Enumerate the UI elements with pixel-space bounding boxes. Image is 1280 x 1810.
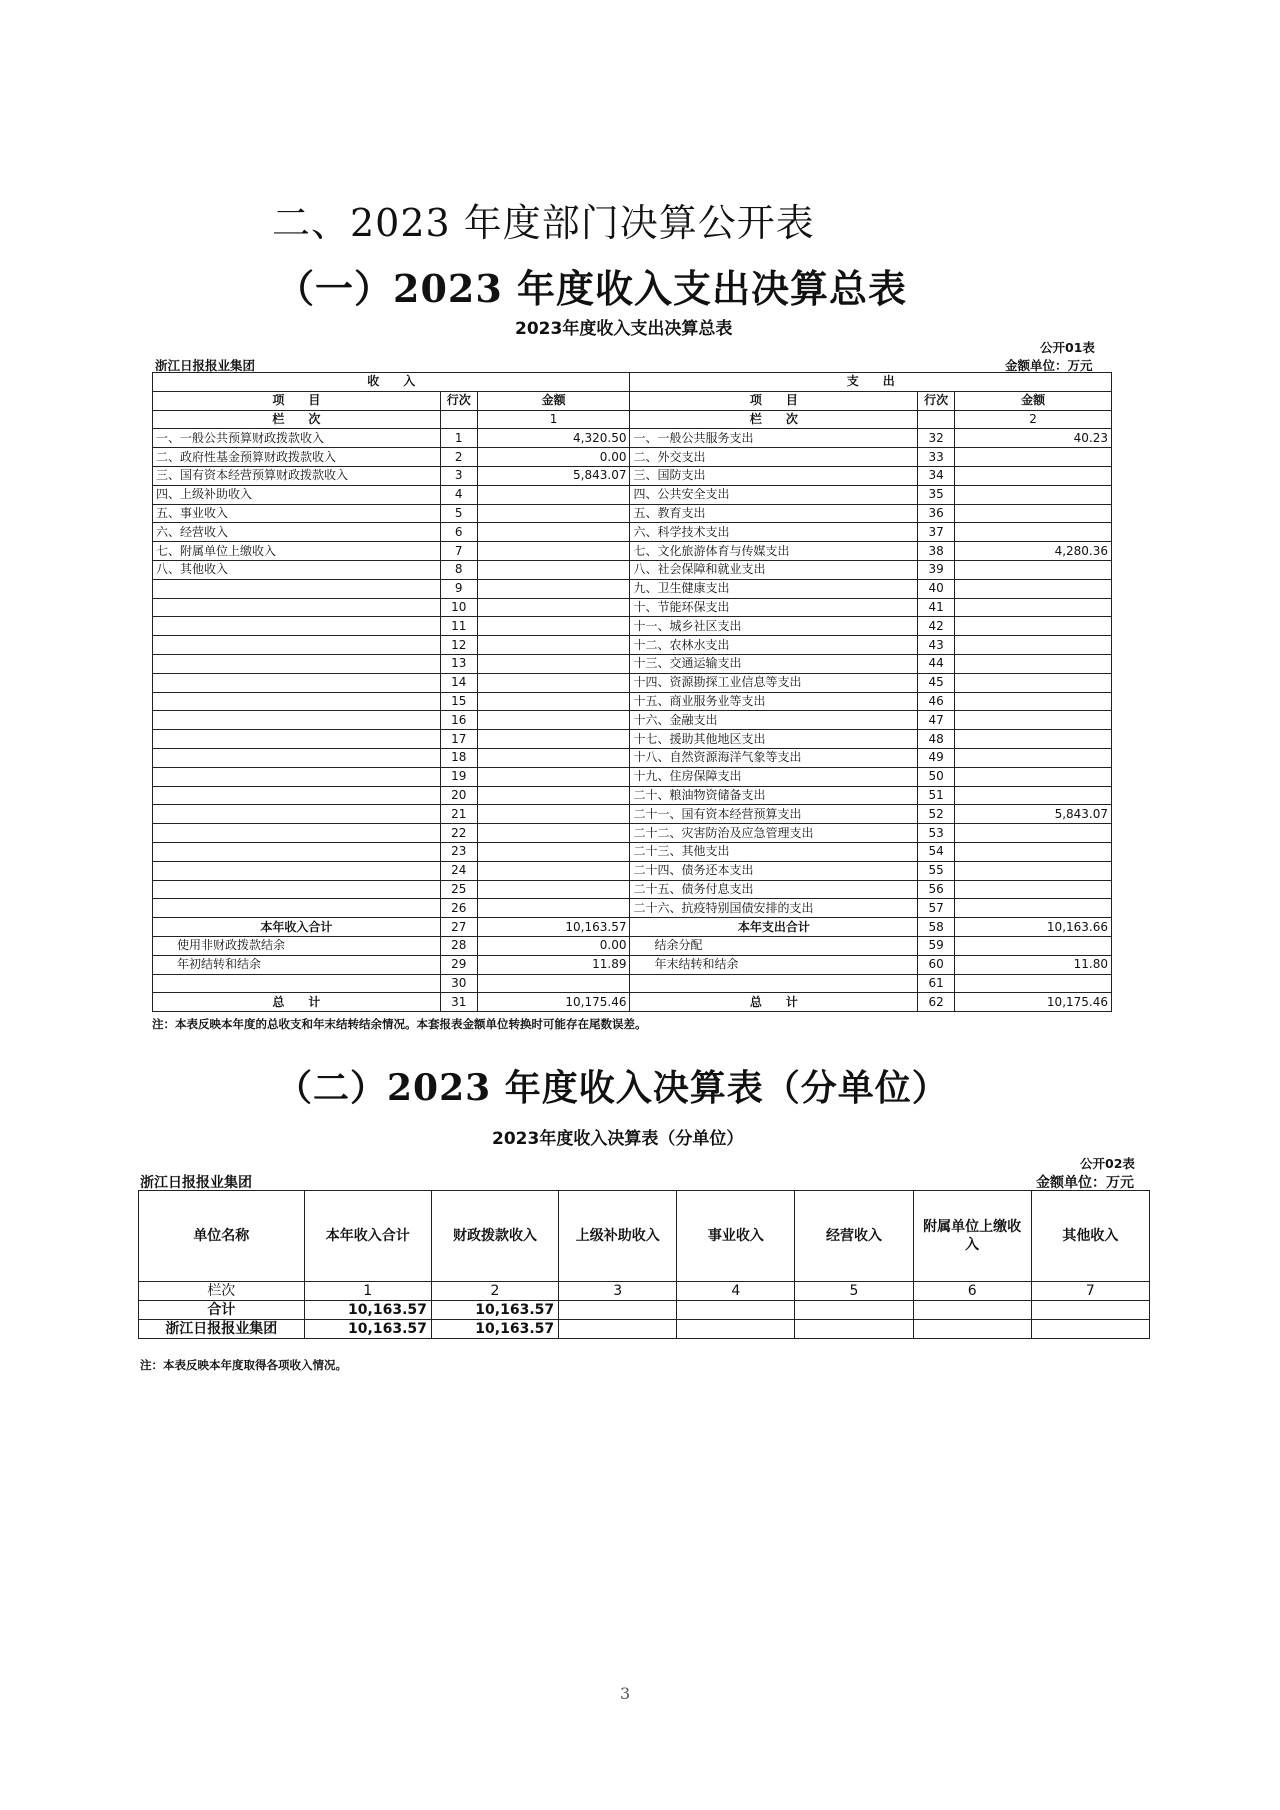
income-row-no: 16 — [440, 711, 477, 730]
expense-item: 二十、粮油物资储备支出 — [630, 786, 918, 805]
expense-amount — [955, 861, 1112, 880]
income-row-no: 21 — [440, 805, 477, 824]
amount-cell: 10,163.57 — [431, 1301, 558, 1320]
expense-item: 二十五、债务付息支出 — [630, 880, 918, 899]
income-amount — [477, 711, 630, 730]
expense-row-no: 34 — [918, 466, 955, 485]
income-row-no: 2 — [440, 448, 477, 467]
amount-cell — [677, 1320, 795, 1339]
column-number: 5 — [795, 1282, 913, 1301]
income-amount — [477, 730, 630, 749]
table-row — [153, 523, 1112, 542]
expense-amount: 5,843.07 — [955, 805, 1112, 824]
income-item: 八、其他收入 — [153, 560, 441, 579]
expense-item: 二十六、抗疫特别国债安排的支出 — [630, 899, 918, 918]
income-amount — [477, 485, 630, 504]
income-row-no: 10 — [440, 598, 477, 617]
income-row-no: 28 — [440, 936, 477, 955]
income-item — [153, 673, 441, 692]
expense-amount — [955, 936, 1112, 955]
income-amount — [477, 598, 630, 617]
income-amount — [477, 974, 630, 993]
expense-item: 十九、住房保障支出 — [630, 767, 918, 786]
income-amount — [477, 654, 630, 673]
expense-col-number: 2 — [955, 410, 1112, 429]
table2-title: 2023年度收入决算表（分单位） — [492, 1129, 744, 1149]
income-item — [153, 579, 441, 598]
expense-row-no: 32 — [918, 429, 955, 448]
expense-amount — [955, 448, 1112, 467]
expense-amount — [955, 824, 1112, 843]
income-item: 六、经营收入 — [153, 523, 441, 542]
table2-unit: 金额单位：万元 — [1036, 1175, 1134, 1191]
income-amount: 11.89 — [477, 955, 630, 974]
expense-item: 三、国防支出 — [630, 466, 918, 485]
income-row-no: 9 — [440, 579, 477, 598]
income-amount — [477, 842, 630, 861]
income-row-no: 15 — [440, 692, 477, 711]
income-row-no: 25 — [440, 880, 477, 899]
expense-row-no: 43 — [918, 636, 955, 655]
income-amount — [477, 636, 630, 655]
income-amount — [477, 579, 630, 598]
income-item: 三、国有资本经营预算财政拨款收入 — [153, 466, 441, 485]
expense-amount — [955, 504, 1112, 523]
income-item — [153, 842, 441, 861]
expense-row-no: 44 — [918, 654, 955, 673]
expense-item: 五、教育支出 — [630, 504, 918, 523]
expense-item: 总 计 — [630, 993, 918, 1012]
income-amount — [477, 617, 630, 636]
expense-item-label: 项 目 — [630, 391, 918, 410]
column-number: 4 — [677, 1282, 795, 1301]
expense-row-no: 52 — [918, 805, 955, 824]
table-row — [153, 880, 1112, 899]
income-row-no: 1 — [440, 429, 477, 448]
expense-amount — [955, 560, 1112, 579]
table-row — [153, 730, 1112, 749]
expense-item: 十二、农林水支出 — [630, 636, 918, 655]
income-row-no: 26 — [440, 899, 477, 918]
income-row-no: 23 — [440, 842, 477, 861]
table1-note: 注：本表反映本年度的总收支和年末结转结余情况。本套报表金额单位转换时可能存在尾数误差。 — [152, 1017, 647, 1031]
table-row — [139, 1320, 1150, 1339]
expense-row-no: 62 — [918, 993, 955, 1012]
income-item: 使用非财政拨款结余 — [153, 936, 441, 955]
table-row — [153, 993, 1112, 1012]
expense-amount — [955, 692, 1112, 711]
expense-item: 本年支出合计 — [630, 918, 918, 937]
expense-amount — [955, 466, 1112, 485]
column-number-row — [139, 1282, 1150, 1301]
amount-cell: 10,163.57 — [431, 1320, 558, 1339]
expense-row-no: 49 — [918, 748, 955, 767]
expense-amount-label: 金额 — [955, 391, 1112, 410]
expense-amount: 11.80 — [955, 955, 1112, 974]
amount-cell — [913, 1320, 1031, 1339]
income-item: 二、政府性基金预算财政拨款收入 — [153, 448, 441, 467]
expense-row-no: 45 — [918, 673, 955, 692]
table2-heading: （二）2023 年度收入决算表（分单位） — [276, 1067, 949, 1109]
table-row — [153, 654, 1112, 673]
expense-item — [630, 974, 918, 993]
column-number: 6 — [913, 1282, 1031, 1301]
income-header: 收 入 — [153, 373, 630, 392]
table-row — [153, 542, 1112, 561]
expense-item: 四、公共安全支出 — [630, 485, 918, 504]
expense-row-no: 35 — [918, 485, 955, 504]
expense-item: 八、社会保障和就业支出 — [630, 560, 918, 579]
table-row — [153, 767, 1112, 786]
expense-row-no: 42 — [918, 617, 955, 636]
table-row — [153, 673, 1112, 692]
column-header: 单位名称 — [139, 1191, 305, 1282]
income-row-no: 22 — [440, 824, 477, 843]
expense-item: 十八、自然资源海洋气象等支出 — [630, 748, 918, 767]
table-row — [153, 824, 1112, 843]
income-row-no: 27 — [440, 918, 477, 937]
income-item — [153, 899, 441, 918]
column-header: 经营收入 — [795, 1191, 913, 1282]
amount-cell: 10,163.57 — [304, 1301, 431, 1320]
amount-cell — [795, 1301, 913, 1320]
expense-amount — [955, 579, 1112, 598]
income-item — [153, 692, 441, 711]
expense-item: 十、节能环保支出 — [630, 598, 918, 617]
expense-row-no: 58 — [918, 918, 955, 937]
income-row-no: 19 — [440, 767, 477, 786]
expense-item: 七、文化旅游体育与传媒支出 — [630, 542, 918, 561]
income-row-no: 18 — [440, 748, 477, 767]
income-row-no: 5 — [440, 504, 477, 523]
income-item — [153, 974, 441, 993]
expense-item: 二十一、国有资本经营预算支出 — [630, 805, 918, 824]
income-item: 本年收入合计 — [153, 918, 441, 937]
income-amount — [477, 504, 630, 523]
expense-row-no: 48 — [918, 730, 955, 749]
expense-row-no: 59 — [918, 936, 955, 955]
income-col-label: 栏 次 — [153, 410, 441, 429]
income-item — [153, 711, 441, 730]
expense-item: 十四、资源勘探工业信息等支出 — [630, 673, 918, 692]
expense-amount — [955, 880, 1112, 899]
income-row-no: 29 — [440, 955, 477, 974]
expense-row-no: 57 — [918, 899, 955, 918]
income-amount: 10,175.46 — [477, 993, 630, 1012]
income-amount-label: 金额 — [477, 391, 630, 410]
expense-amount — [955, 636, 1112, 655]
column-header: 附属单位上缴收入 — [913, 1191, 1031, 1282]
amount-cell — [1031, 1320, 1149, 1339]
income-amount — [477, 786, 630, 805]
table-row — [153, 448, 1112, 467]
expense-row-label: 行次 — [918, 391, 955, 410]
table-row — [153, 429, 1112, 448]
table1-org: 浙江日报报业集团 — [155, 358, 256, 373]
unit-name-cell: 合计 — [139, 1301, 305, 1320]
income-item — [153, 880, 441, 899]
expense-header: 支 出 — [630, 373, 1112, 392]
income-amount — [477, 899, 630, 918]
expense-row-no: 50 — [918, 767, 955, 786]
expense-row-no: 54 — [918, 842, 955, 861]
income-row-no: 4 — [440, 485, 477, 504]
income-item — [153, 730, 441, 749]
table-row — [153, 936, 1112, 955]
expense-amount — [955, 523, 1112, 542]
expense-amount — [955, 974, 1112, 993]
expense-item: 十六、金融支出 — [630, 711, 918, 730]
income-item — [153, 748, 441, 767]
table-row — [153, 560, 1112, 579]
amount-cell — [913, 1301, 1031, 1320]
income-amount: 5,843.07 — [477, 466, 630, 485]
amount-cell: 10,163.57 — [304, 1320, 431, 1339]
income-amount: 4,320.50 — [477, 429, 630, 448]
income-amount — [477, 861, 630, 880]
income-row-no: 30 — [440, 974, 477, 993]
table-row — [153, 579, 1112, 598]
expense-item: 九、卫生健康支出 — [630, 579, 918, 598]
income-item — [153, 824, 441, 843]
income-amount — [477, 523, 630, 542]
expense-item: 二十四、债务还本支出 — [630, 861, 918, 880]
income-item — [153, 636, 441, 655]
income-item — [153, 861, 441, 880]
expense-amount — [955, 748, 1112, 767]
income-item: 一、一般公共预算财政拨款收入 — [153, 429, 441, 448]
income-amount: 0.00 — [477, 936, 630, 955]
expense-amount: 10,175.46 — [955, 993, 1112, 1012]
table-row — [153, 466, 1112, 485]
table-row — [153, 899, 1112, 918]
income-row-no: 31 — [440, 993, 477, 1012]
table-row — [153, 748, 1112, 767]
income-amount: 10,163.57 — [477, 918, 630, 937]
expense-row-no: 39 — [918, 560, 955, 579]
expense-amount: 40.23 — [955, 429, 1112, 448]
income-by-unit-table — [138, 1190, 1150, 1339]
column-header: 上级补助收入 — [559, 1191, 677, 1282]
expense-item: 十一、城乡社区支出 — [630, 617, 918, 636]
table2-code: 公开02表 — [1080, 1156, 1135, 1171]
page-number: 3 — [620, 1684, 631, 1703]
expense-amount — [955, 673, 1112, 692]
expense-amount: 4,280.36 — [955, 542, 1112, 561]
expense-row-no: 60 — [918, 955, 955, 974]
column-header: 本年收入合计 — [304, 1191, 431, 1282]
table-row — [139, 1301, 1150, 1320]
amount-cell — [795, 1320, 913, 1339]
income-amount — [477, 805, 630, 824]
expense-row-no: 51 — [918, 786, 955, 805]
section-title: 二、2023 年度部门决算公开表 — [272, 201, 815, 245]
table1-unit: 金额单位：万元 — [1005, 358, 1093, 373]
table1-heading: （一）2023 年度收入支出决算总表 — [276, 266, 907, 311]
expense-row-no: 41 — [918, 598, 955, 617]
expense-row-no: 47 — [918, 711, 955, 730]
expense-row-no: 46 — [918, 692, 955, 711]
income-row-no: 17 — [440, 730, 477, 749]
table-row — [153, 598, 1112, 617]
table-row — [153, 805, 1112, 824]
income-row-no: 13 — [440, 654, 477, 673]
column-number: 2 — [431, 1282, 558, 1301]
expense-row-no: 37 — [918, 523, 955, 542]
expense-row-no: 61 — [918, 974, 955, 993]
expense-amount — [955, 485, 1112, 504]
amount-cell — [677, 1301, 795, 1320]
expense-item: 年末结转和结余 — [630, 955, 918, 974]
income-item — [153, 617, 441, 636]
unit-name-cell: 浙江日报报业集团 — [139, 1320, 305, 1339]
expense-amount — [955, 654, 1112, 673]
income-row-no: 14 — [440, 673, 477, 692]
table-row — [153, 918, 1112, 937]
income-amount — [477, 748, 630, 767]
income-row-label: 行次 — [440, 391, 477, 410]
income-row-no: 3 — [440, 466, 477, 485]
income-item-label: 项 目 — [153, 391, 441, 410]
column-number: 栏次 — [139, 1282, 305, 1301]
expense-amount — [955, 711, 1112, 730]
expense-item: 二十三、其他支出 — [630, 842, 918, 861]
expense-row-no: 38 — [918, 542, 955, 561]
column-header: 事业收入 — [677, 1191, 795, 1282]
expense-amount — [955, 767, 1112, 786]
column-header: 其他收入 — [1031, 1191, 1149, 1282]
income-item: 年初结转和结余 — [153, 955, 441, 974]
income-item — [153, 786, 441, 805]
table-row — [153, 692, 1112, 711]
amount-cell — [1031, 1301, 1149, 1320]
table-row — [153, 861, 1112, 880]
expense-amount — [955, 899, 1112, 918]
expense-item: 一、一般公共服务支出 — [630, 429, 918, 448]
expense-row-no: 56 — [918, 880, 955, 899]
expense-amount — [955, 730, 1112, 749]
amount-cell — [559, 1301, 677, 1320]
income-row-no: 8 — [440, 560, 477, 579]
expense-row-no: 40 — [918, 579, 955, 598]
expense-row-no: 53 — [918, 824, 955, 843]
table-header-row — [139, 1191, 1150, 1282]
income-amount — [477, 824, 630, 843]
income-item: 四、上级补助收入 — [153, 485, 441, 504]
income-row-no: 24 — [440, 861, 477, 880]
table-row — [153, 636, 1112, 655]
income-row-no: 6 — [440, 523, 477, 542]
income-item: 五、事业收入 — [153, 504, 441, 523]
income-item: 七、附属单位上缴收入 — [153, 542, 441, 561]
column-number: 7 — [1031, 1282, 1149, 1301]
expense-amount — [955, 598, 1112, 617]
expense-item: 十五、商业服务业等支出 — [630, 692, 918, 711]
income-row-no: 11 — [440, 617, 477, 636]
column-header: 财政拨款收入 — [431, 1191, 558, 1282]
income-expense-summary-table — [152, 372, 1112, 1012]
table-row — [153, 485, 1112, 504]
expense-amount — [955, 617, 1112, 636]
income-amount — [477, 542, 630, 561]
income-row-no: 20 — [440, 786, 477, 805]
column-number: 3 — [559, 1282, 677, 1301]
table2-note: 注：本表反映本年度取得各项收入情况。 — [140, 1358, 347, 1372]
expense-row-no: 33 — [918, 448, 955, 467]
income-amount — [477, 560, 630, 579]
expense-row-no: 36 — [918, 504, 955, 523]
table-row — [153, 711, 1112, 730]
expense-col-label: 栏 次 — [630, 410, 918, 429]
expense-item: 结余分配 — [630, 936, 918, 955]
expense-amount — [955, 842, 1112, 861]
expense-item: 十三、交通运输支出 — [630, 654, 918, 673]
income-item — [153, 767, 441, 786]
income-col-number: 1 — [477, 410, 630, 429]
expense-item: 二、外交支出 — [630, 448, 918, 467]
column-number: 1 — [304, 1282, 431, 1301]
income-item: 总 计 — [153, 993, 441, 1012]
expense-item: 六、科学技术支出 — [630, 523, 918, 542]
expense-amount — [955, 786, 1112, 805]
income-amount — [477, 673, 630, 692]
income-row-no: 12 — [440, 636, 477, 655]
expense-row-no: 55 — [918, 861, 955, 880]
expense-item: 十七、援助其他地区支出 — [630, 730, 918, 749]
income-amount: 0.00 — [477, 448, 630, 467]
table-row — [153, 974, 1112, 993]
income-item — [153, 598, 441, 617]
table1-code: 公开01表 — [1040, 340, 1095, 355]
amount-cell — [559, 1320, 677, 1339]
income-amount — [477, 767, 630, 786]
income-item — [153, 805, 441, 824]
table1-title: 2023年度收入支出决算总表 — [515, 319, 733, 339]
income-item — [153, 654, 441, 673]
expense-item: 二十二、灾害防治及应急管理支出 — [630, 824, 918, 843]
table-row — [153, 786, 1112, 805]
income-amount — [477, 880, 630, 899]
income-amount — [477, 692, 630, 711]
table-row — [153, 617, 1112, 636]
income-row-no: 7 — [440, 542, 477, 561]
table-row — [153, 842, 1112, 861]
table2-org: 浙江日报报业集团 — [140, 1175, 252, 1191]
expense-amount: 10,163.66 — [955, 918, 1112, 937]
table-row — [153, 504, 1112, 523]
table-row — [153, 955, 1112, 974]
